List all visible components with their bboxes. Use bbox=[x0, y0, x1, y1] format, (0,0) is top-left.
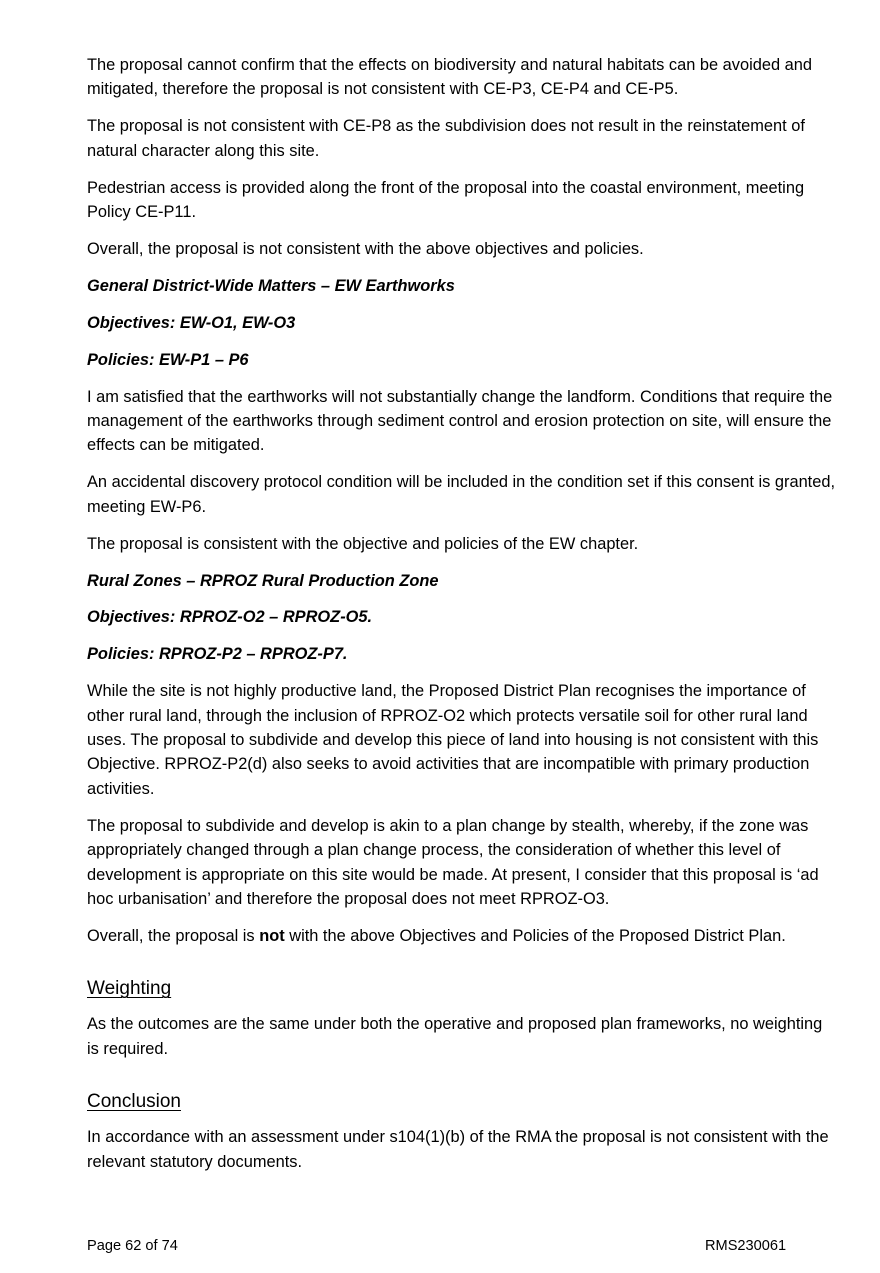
document-reference: RMS230061 bbox=[705, 1238, 787, 1254]
conclusion-text: In accordance with an assessment under s104(1)(b) of the RMA the proposal is not consistent with the relevant statutory documents. bbox=[87, 1128, 829, 1171]
section-heading-rproz: Rural Zones – RPROZ Rural Production Zone bbox=[87, 571, 439, 590]
overall-pdp-text-start: Overall, the proposal is bbox=[87, 926, 260, 945]
earthworks-objectives: Objectives: EW-O1, EW-O3 bbox=[87, 313, 296, 332]
overall-pdp-text-end: with the above Objectives and Policies of the Proposed District Plan. bbox=[284, 926, 786, 945]
paragraph-pedestrian-access: Pedestrian access is provided along the front of the proposal into the coastal environment, meeting Policy CE-P11. bbox=[87, 178, 805, 222]
paragraph-biodiversity: The proposal cannot confirm that the effects on biodiversity and natural habitats can be avoided and mitigated, therefore the proposal is not consistent with CE-P3, CE-P4 and CE-P5. bbox=[87, 56, 812, 99]
paragraph-productive-land: While the site is not highly productive land, the Proposed District Plan recognises the importance of other rural land, through the inclusion of RPROZ-O2 which protects versatile soil for other rural land uses. The proposal to subdivide and develop this piece of land into housing is not consistent with this Objective. RPROZ-P2(d) also seeks to avoid activities that are incompatible with primary production activities. bbox=[87, 682, 819, 798]
paragraph-discovery-protocol: An accidental discovery protocol condition will be included in the condition set if this consent is granted, meeting EW-P6. bbox=[87, 473, 836, 516]
weighting-text: As the outcomes are the same under both the operative and proposed plan frameworks, no weighting is required. bbox=[87, 1015, 823, 1058]
rproz-policies: Policies: RPROZ-P2 – RPROZ-P7. bbox=[87, 645, 348, 664]
section-heading-earthworks: General District-Wide Matters – EW Earthworks bbox=[87, 276, 455, 295]
weighting-heading: Weighting bbox=[87, 978, 172, 1000]
paragraph-earthworks-landform: I am satisfied that the earthworks will not substantially change the landform. Conditions that require the management of the earthworks through sediment control and erosion protection on site, will ensure the effects can be mitigated. bbox=[87, 387, 833, 455]
rproz-objectives: Objectives: RPROZ-O2 – RPROZ-O5. bbox=[87, 608, 373, 627]
paragraph-plan-change-stealth: The proposal to subdivide and develop is akin to a plan change by stealth, whereby, if the zone was appropriately changed through a plan change process, the consideration of whether this level of development is appropriate on this site would be made. At present, I consider that this proposal is ‘ad hoc urbanisation’ and therefore the proposal does not meet RPROZ-O3. bbox=[87, 816, 819, 908]
conclusion-heading: Conclusion bbox=[87, 1091, 181, 1113]
earthworks-policies: Policies: EW-P1 – P6 bbox=[87, 350, 249, 369]
overall-pdp-emphasis: not bbox=[259, 926, 285, 945]
paragraph-overall-pdp bbox=[87, 924, 837, 948]
paragraph-ew-consistent: The proposal is consistent with the objective and policies of the EW chapter. bbox=[87, 534, 639, 553]
paragraph-natural-character: The proposal is not consistent with CE-P8 as the subdivision does not result in the reinstatement of natural character along this site. bbox=[87, 117, 805, 160]
paragraph-overall-ce: Overall, the proposal is not consistent with the above objectives and policies. bbox=[87, 239, 644, 258]
document-body bbox=[87, 53, 837, 1186]
page-number: Page 62 of 74 bbox=[87, 1238, 178, 1254]
